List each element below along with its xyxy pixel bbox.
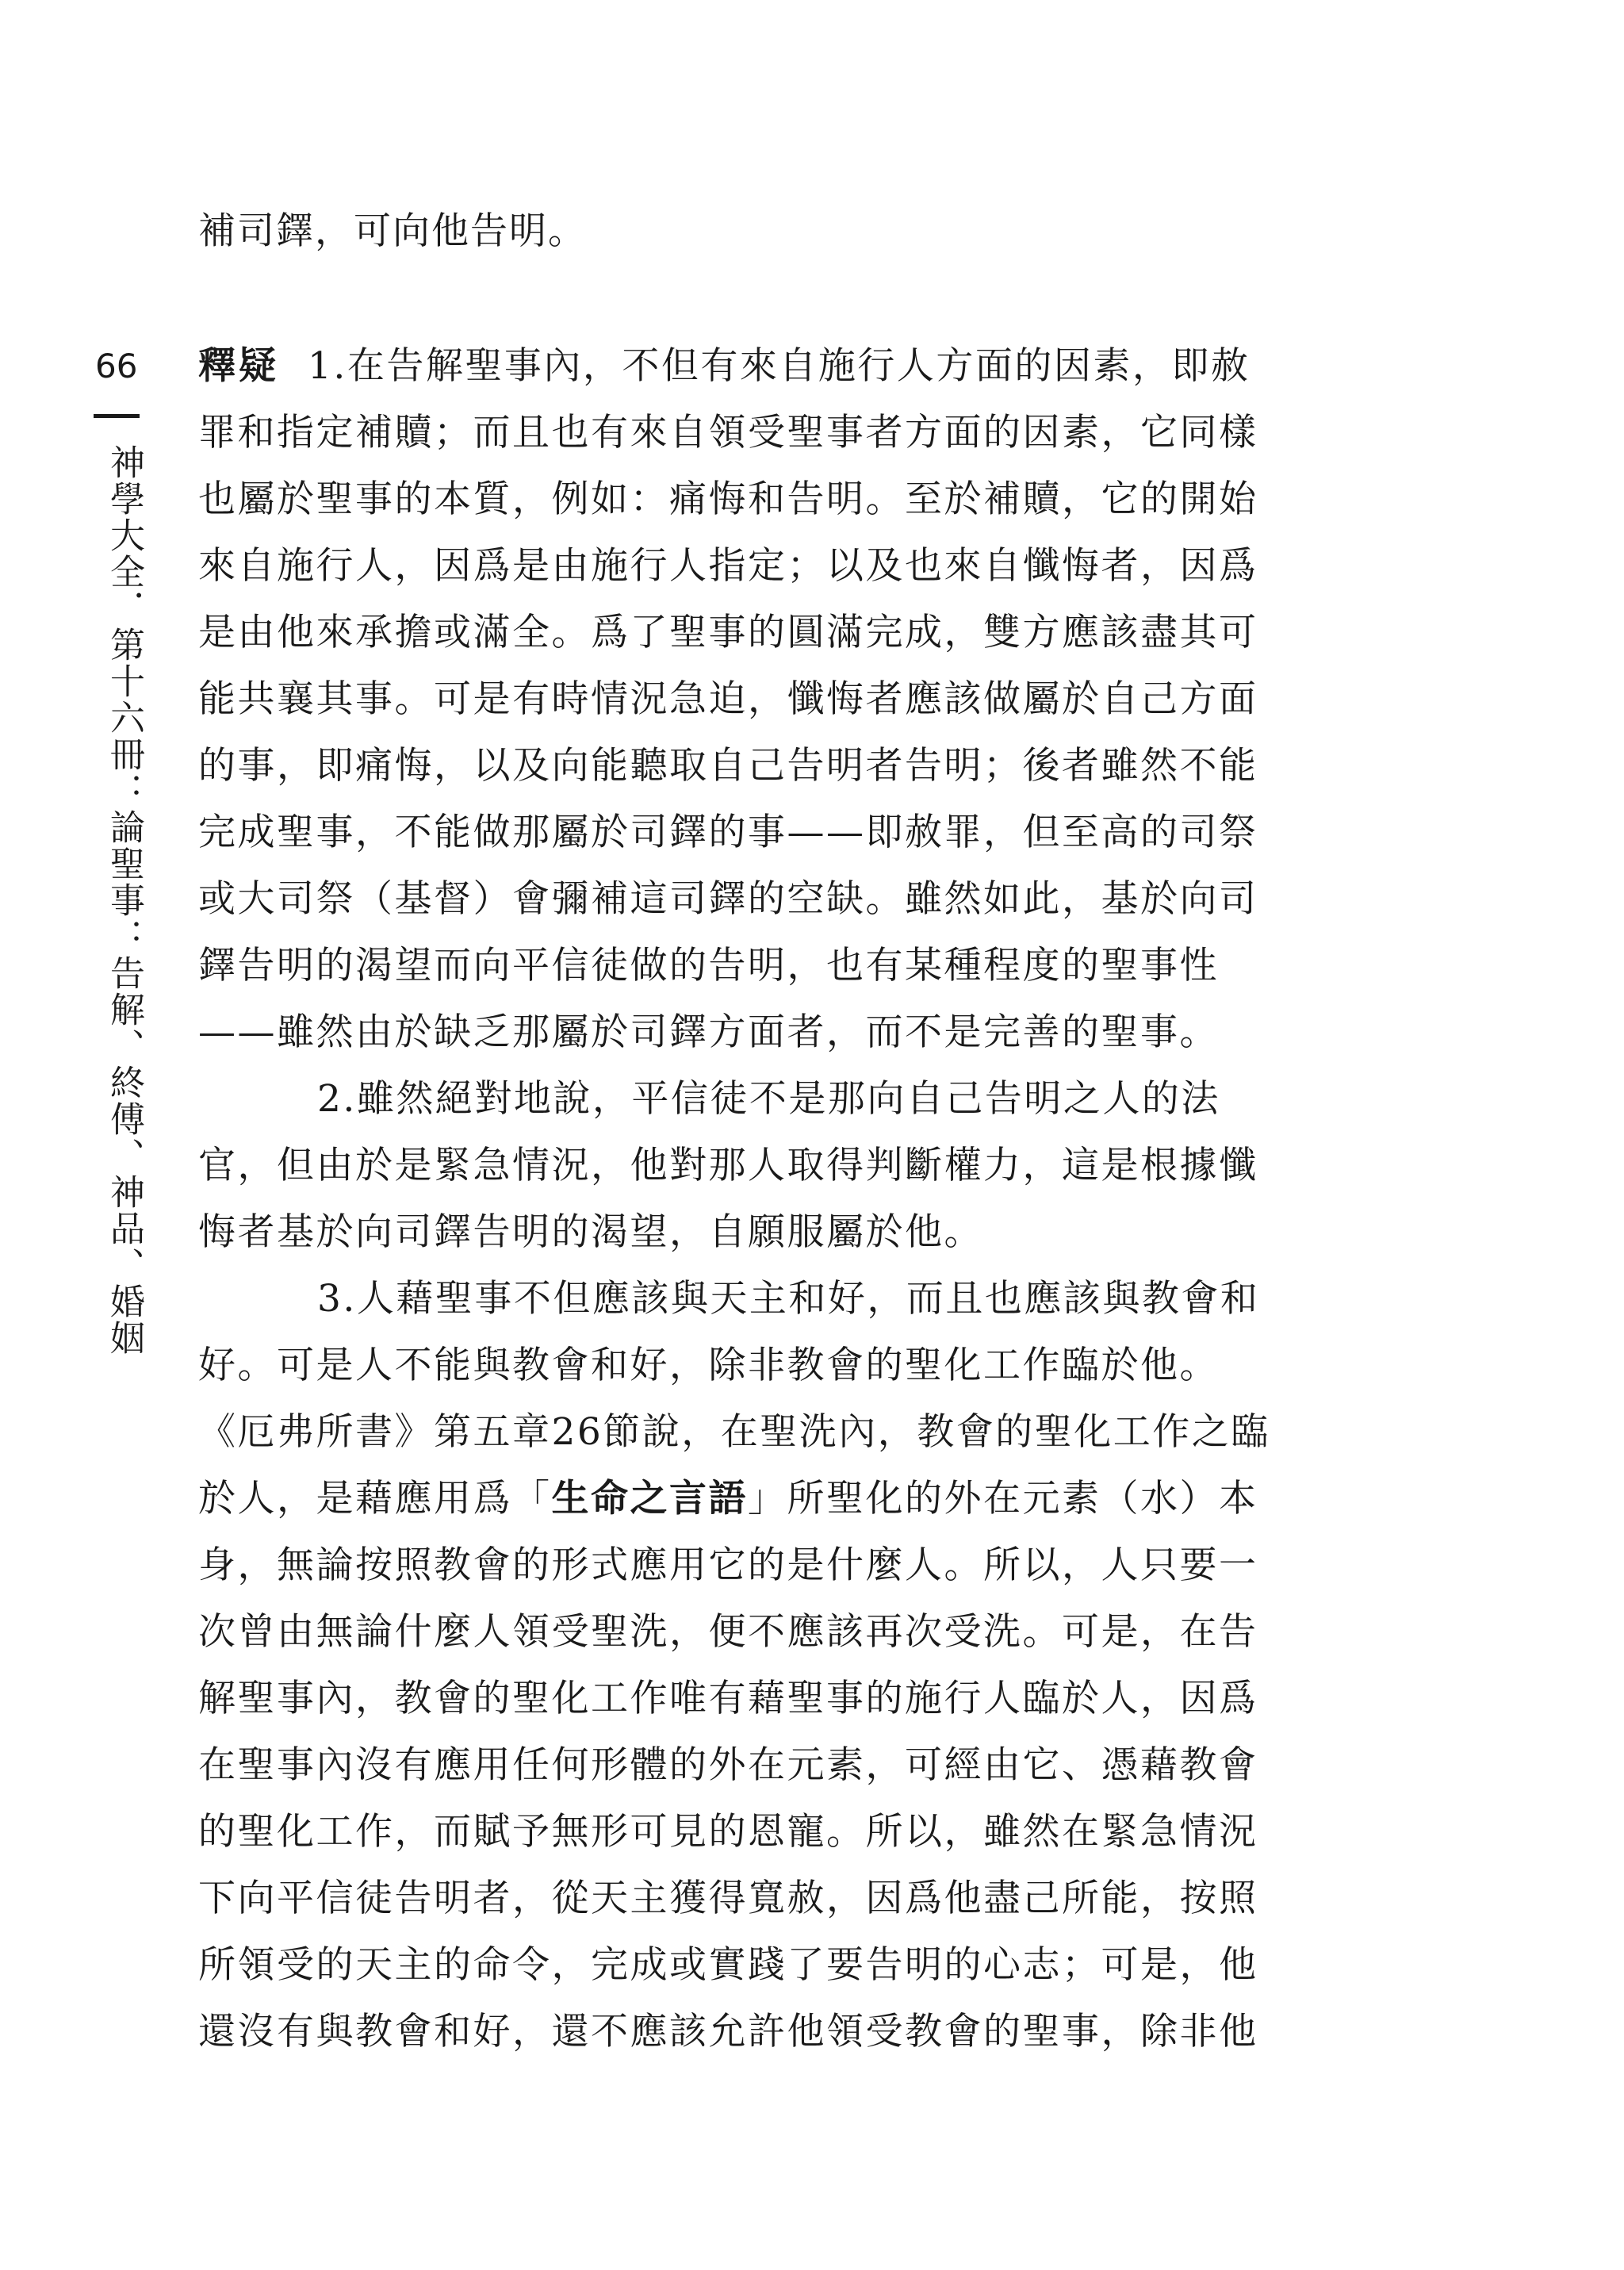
text-line: 次曾由無論什麼人領受聖洗，便不應該再次受洗。可是，在告: [198, 1610, 1258, 1654]
page-number: 66: [95, 347, 138, 385]
section-heading: 釋疑: [198, 344, 279, 388]
text-line: 在聖事內沒有應用任何形體的外在元素，可經由它、憑藉教會: [198, 1743, 1258, 1787]
text-line: ——雖然由於缺乏那屬於司鐸方面者，而不是完善的聖事。: [198, 1010, 1219, 1054]
text-line: 下向平信徒告明者，從天主獲得寬赦，因爲他盡己所能，按照: [198, 1877, 1258, 1920]
reply-section: [198, 333, 1340, 2065]
text-line: 能共襄其事。可是有時情況急迫，懺悔者應該做屬於自己方面: [198, 677, 1258, 721]
text-line: 罪和指定補贖；而且也有來自領受聖事者方面的因素，它同樣: [198, 411, 1258, 454]
line-text: 1.在告解聖事內，不但有來自施行人方面的因素，即赦: [308, 344, 1251, 388]
margin-rule: [94, 414, 140, 418]
text-line: 2.雖然絕對地說，平信徒不是那向自己告明之人的法: [317, 1077, 1220, 1121]
text-line: 悔者基於向司鐸告明的渴望，自願服屬於他。: [198, 1210, 983, 1254]
text-line: [198, 1466, 1340, 1532]
text-line: 完成聖事，不能做那屬於司鐸的事——即赦罪，但至高的司祭: [198, 811, 1258, 854]
text-line: 《厄弗所書》第五章26節說，在聖洗內，教會的聖化工作之臨: [198, 1410, 1270, 1454]
text-line: [198, 333, 1340, 400]
text-line: 3.人藉聖事不但應該與天主和好，而且也應該與教會和: [317, 1277, 1260, 1321]
text-line: 的聖化工作，而賦予無形可見的恩寵。所以，雖然在緊急情況: [198, 1810, 1258, 1854]
text-line: 官，但由於是緊急情況，他對那人取得判斷權力，這是根據懺: [198, 1144, 1258, 1187]
quoted-phrase: 生命之言語: [551, 1477, 748, 1520]
text-line: 鐸告明的渴望而向平信徒做的告明，也有某種程度的聖事性: [198, 944, 1219, 987]
text-line: 的事，即痛悔，以及向能聽取自己告明者告明；後者雖然不能: [198, 744, 1258, 788]
continuation-line: 補司鐸，可向他告明。: [198, 209, 587, 253]
text-line: 所領受的天主的命令，完成或實踐了要告明的心志；可是，他: [198, 1943, 1258, 1987]
text-line: 身，無論按照教會的形式應用它的是什麼人。所以，人只要一: [198, 1543, 1258, 1587]
line-text: 」所聖化的外在元素（水）本: [748, 1477, 1258, 1520]
text-line: 也屬於聖事的本質，例如：痛悔和告明。至於補贖，它的開始: [198, 477, 1258, 521]
text-line: 是由他來承擔或滿全。爲了聖事的圓滿完成，雙方應該盡其可: [198, 611, 1258, 654]
text-line: 或大司祭（基督）會彌補這司鐸的空缺。雖然如此，基於向司: [198, 877, 1258, 921]
line-text: 於人，是藉應用爲「: [198, 1477, 552, 1520]
text-line: 好。可是人不能與教會和好，除非教會的聖化工作臨於他。: [198, 1344, 1219, 1387]
text-line: 解聖事內，教會的聖化工作唯有藉聖事的施行人臨於人，因爲: [198, 1677, 1258, 1720]
running-title: 神學大全．第十六冊：論聖事：告解、終傅、神品、婚姻: [104, 444, 144, 1356]
text-line: 來自施行人，因爲是由施行人指定；以及也來自懺悔者，因爲: [198, 544, 1258, 588]
text-line: 還沒有與教會和好，還不應該允許他領受教會的聖事，除非他: [198, 2010, 1258, 2053]
